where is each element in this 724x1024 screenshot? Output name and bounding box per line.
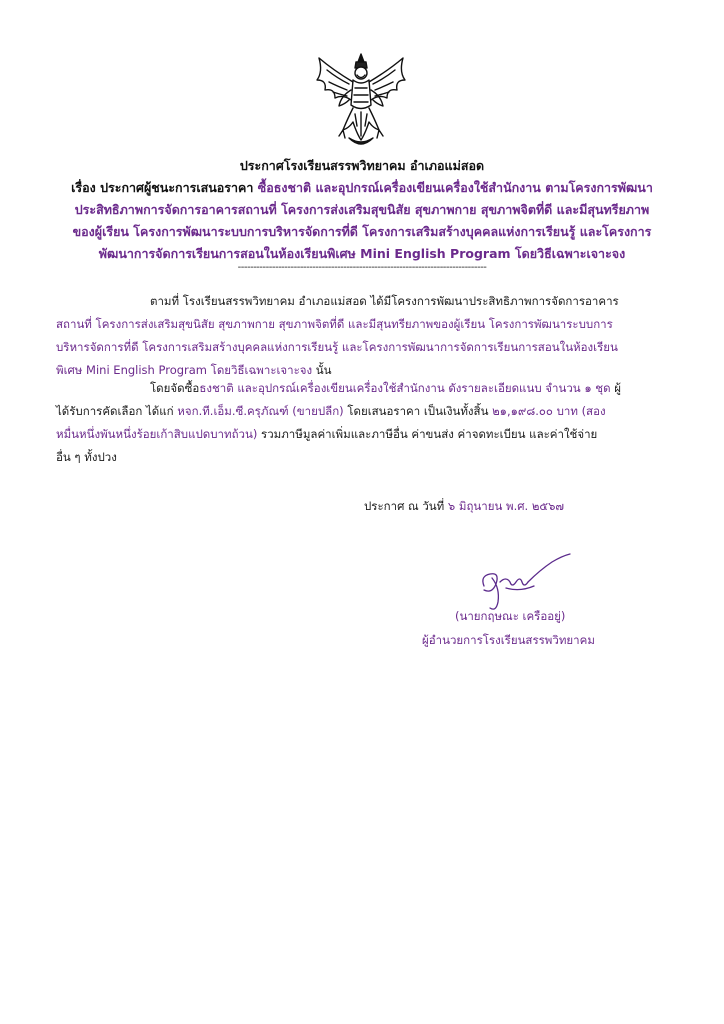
p2-selected-label: ได้รับการคัดเลือก ได้แก่ (56, 404, 178, 418)
paragraph-2 (56, 377, 656, 469)
subject-text-2: ประสิทธิภาพการจัดการอาคารสถานที่ โครงการส่งเสริมสุขนิสัย สุขภาพกาย สุขภาพจิตที่ดี และมีสุนทรียภาพ (74, 202, 650, 217)
signer-position: ผู้อำนวยการโรงเรียนสรรพวิทยาคม (422, 633, 595, 647)
p1-line-4-end: นั้น (312, 363, 332, 377)
p2-line-4: อื่น ๆ ทั้งปวง (56, 450, 117, 464)
p2-text-1: โดยจัดซื้อ (150, 381, 200, 395)
p2-tax-note: รวมภาษีมูลค่าเพิ่มและภาษีอื่น ค่าขนส่ง ค่าจดทะเบียน และค่าใช้จ่าย (257, 427, 598, 441)
garuda-emblem-icon (313, 50, 409, 150)
header-divider: -------------------------------------------------------------------------------- (237, 262, 487, 273)
p1-line-1: ตามที่ โรงเรียนสรรพวิทยาคม อำเภอแม่สอด ได้มีโครงการพัฒนาประสิทธิภาพการจัดการอาคาร (150, 294, 619, 308)
announcement-title: ประกาศโรงเรียนสรรพวิทยาคม อำเภอแม่สอด (239, 158, 485, 173)
subject-text-4: พัฒนาการจัดการเรียนการสอนในห้องเรียนพิเศษ Mini English Program โดยวิธีเฉพาะเจาะจง (98, 246, 626, 261)
p1-line-2: สถานที่ โครงการส่งเสริมสุขนิสัย สุขภาพกาย สุขภาพจิตที่ดี และมีสุนทรียภาพของผู้เรียน โครงการพัฒนาระบบการ (56, 317, 613, 331)
signer-name: (นายกฤษณะ เครืออยู่) (455, 609, 566, 623)
date-value: ๖ มิถุนายน พ.ศ. ๒๕๖๗ (447, 499, 565, 513)
p1-line-3: บริหารจัดการที่ดี โครงการเสริมสร้างบุคคลแห่งการเรียนรู้ และโครงการพัฒนาการจัดการเรียนการสอนในห้องเรียน (56, 340, 618, 354)
subject-text-3: ของผู้เรียน โครงการพัฒนาระบบการบริหารจัดการที่ดี โครงการเสริมสร้างบุคคลแห่งการเรียนรู้ และโครงการ (72, 224, 652, 239)
p2-price: ๒๑,๑๙๘.๐๐ บาท (สอง (492, 404, 606, 418)
date-prefix: ประกาศ ณ วันที่ (364, 499, 445, 513)
subject-label: เรื่อง (71, 180, 96, 195)
subject-heading: ประกาศผู้ชนะการเสนอราคา (100, 180, 254, 195)
p2-price-label: โดยเสนอราคา เป็นเงินทั้งสิ้น (343, 404, 493, 418)
announcement-header (60, 155, 664, 265)
p2-vendor: หจก.ที.เอ็ม.ซี.ครุภัณฑ์ (ขายปลีก) (177, 404, 344, 418)
p2-items: ธงชาติ และอุปกรณ์เครื่องเขียนเครื่องใช้สำนักงาน ดังรายละเอียดแนบ จำนวน ๑ ชุด (199, 381, 611, 395)
announcement-date (364, 498, 564, 516)
p2-price-words: หมื่นหนึ่งพันหนึ่งร้อยเก้าสิบแปดบาทถ้วน) (56, 427, 258, 441)
paragraph-1 (56, 290, 656, 382)
subject-text-1: ซื้อธงชาติ และอุปกรณ์เครื่องเขียนเครื่องใช้สำนักงาน ตามโครงการพัฒนา (257, 180, 653, 195)
p2-text-2: ผู้ (610, 381, 621, 395)
p1-line-4: พิเศษ Mini English Program โดยวิธีเฉพาะเจาะจง (56, 363, 313, 377)
subject-line (60, 177, 664, 199)
